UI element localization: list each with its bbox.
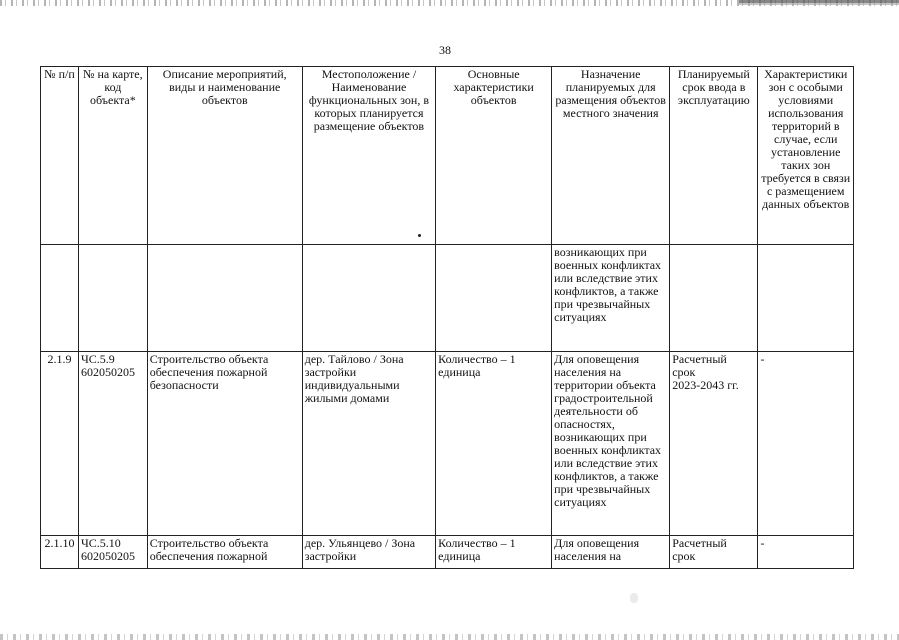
term-line-2: срок	[672, 365, 696, 379]
code-map: ЧС.5.9	[80, 352, 115, 366]
cell-code	[78, 245, 147, 352]
cell-location	[302, 245, 435, 352]
scan-dot-mark	[418, 234, 421, 237]
term-line-2: срок	[672, 549, 696, 563]
cell-zones	[758, 536, 854, 569]
cell-num	[41, 245, 79, 352]
table-row-continuation	[41, 245, 854, 352]
cell-description	[147, 245, 302, 352]
table-row	[41, 536, 854, 569]
cell-purpose: возникающих при военных конфликтах или вследствие этих конфликтов, а также при чрезвычайных ситуациях	[552, 245, 670, 352]
zones-dash: -	[760, 536, 765, 550]
header-cell-num: № п/п	[41, 67, 79, 245]
header-cell-purpose: Назначение планируемых для размещения объектов местного значения	[552, 67, 670, 245]
planning-table	[40, 66, 854, 569]
cell-characteristics: Количество – 1 единица	[436, 536, 552, 569]
cell-characteristics	[436, 245, 552, 352]
cell-zones	[758, 352, 854, 536]
cell-code	[78, 536, 147, 569]
cell-purpose: Для оповещения населения на территории объекта градостроительной деятельности об опасностях, возникающих при военных конфликтах или вследствие этих конфликтов, а также при чрезвычайных ситуациях	[552, 352, 670, 536]
header-cell-zones: Характеристики зон с особыми условиями использования территорий в случае, если установление таких зон требуется в связи с размещением данных объектов	[758, 67, 854, 245]
cell-location: дер. Тайлово / Зона застройки индивидуальными жилыми домами	[302, 352, 435, 536]
cell-location: дер. Ульянцево / Зона застройки	[302, 536, 435, 569]
scan-edge-bottom	[0, 634, 899, 640]
cell-num: 2.1.9	[41, 352, 79, 536]
cell-purpose: Для оповещения населения на	[552, 536, 670, 569]
cell-term	[670, 245, 758, 352]
header-cell-description: Описание мероприятий, виды и наименование объектов	[147, 67, 302, 245]
code-map: ЧС.5.10	[80, 536, 121, 550]
zones-dash: -	[760, 352, 765, 366]
term-line-1: Расчетный	[672, 536, 727, 550]
term-line-3: 2023-2043 гг.	[672, 378, 739, 392]
scan-smudge	[630, 593, 638, 603]
page-number: 38	[439, 43, 451, 57]
term-line-1: Расчетный	[672, 352, 727, 366]
cell-characteristics: Количество – 1 единица	[436, 352, 552, 536]
code-object: 602050205	[80, 365, 135, 379]
header-cell-location: Местоположение / Наименование функциональных зон, в которых планируется размещение объектов	[302, 67, 435, 245]
cell-num: 2.1.10	[41, 536, 79, 569]
cell-term	[670, 352, 758, 536]
code-object: 602050205	[80, 549, 135, 563]
cell-description: Строительство объекта обеспечения пожарной	[147, 536, 302, 569]
cell-code	[78, 352, 147, 536]
scan-edge-top-right	[739, 0, 899, 8]
cell-description: Строительство объекта обеспечения пожарной безопасности	[147, 352, 302, 536]
header-cell-characteristics: Основные характеристики объектов	[436, 67, 552, 245]
cell-zones	[758, 245, 854, 352]
cell-term	[670, 536, 758, 569]
table-row	[41, 352, 854, 536]
header-cell-term: Планируемый срок ввода в эксплуатацию	[670, 67, 758, 245]
table-header-row	[41, 67, 854, 245]
header-cell-code: № на карте, код объекта*	[78, 67, 147, 245]
